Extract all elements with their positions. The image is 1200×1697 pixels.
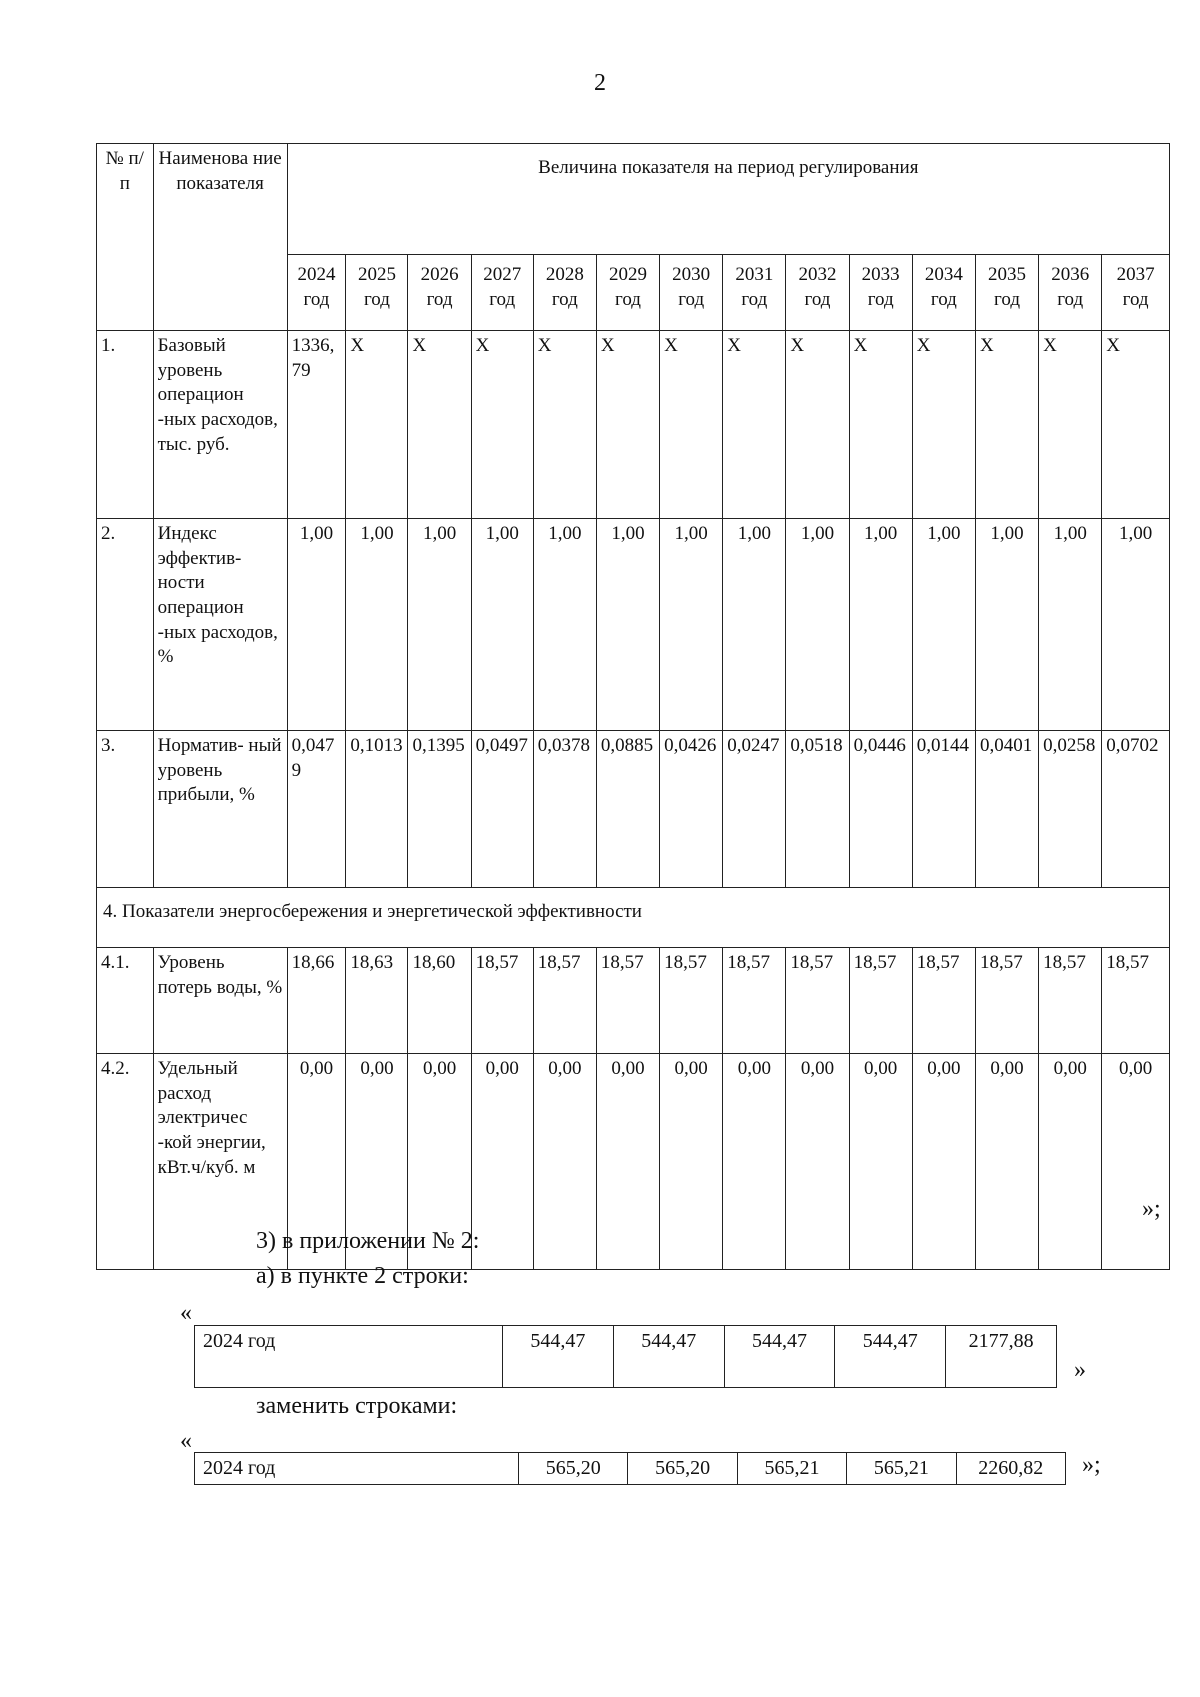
row-value: 0,1013 <box>346 731 408 888</box>
row-value: 1,00 <box>975 519 1038 731</box>
row-value: X <box>533 331 596 519</box>
paragraph-point: а) в пункте 2 строки: <box>256 1263 469 1289</box>
row-value: 0,0247 <box>723 731 786 888</box>
paragraph-replace: заменить строками: <box>256 1393 458 1419</box>
row-value: 565,21 <box>847 1453 956 1485</box>
row-value: 1,00 <box>533 519 596 731</box>
row-value: X <box>786 331 849 519</box>
row-value: 18,57 <box>786 948 849 1054</box>
row-value: 544,47 <box>503 1326 614 1388</box>
table-row <box>97 948 1170 1054</box>
row-value: 0,0885 <box>596 731 659 888</box>
header-num: № п/п <box>97 144 154 331</box>
row-value: 0,0426 <box>660 731 723 888</box>
row-value: X <box>912 331 975 519</box>
row-value: X <box>1039 331 1102 519</box>
header-year: 2033 год <box>849 255 912 331</box>
header-year: 2037 год <box>1102 255 1170 331</box>
row-value: 1,00 <box>660 519 723 731</box>
page-number: 2 <box>594 70 606 96</box>
row-name: Уровень потерь воды, % <box>153 948 287 1054</box>
row-value: 0,00 <box>975 1054 1038 1270</box>
new-row-table <box>194 1452 1066 1485</box>
row-value: 0,00 <box>786 1054 849 1270</box>
header-year: 2034 год <box>912 255 975 331</box>
close-quote-1: » <box>1074 1357 1086 1383</box>
new-row <box>195 1453 1066 1485</box>
row-value: 18,57 <box>723 948 786 1054</box>
row-value: 0,0401 <box>975 731 1038 888</box>
row-value: 0,00 <box>1102 1054 1170 1270</box>
row-value: 0,0144 <box>912 731 975 888</box>
row-value: 0,0378 <box>533 731 596 888</box>
row-value: X <box>723 331 786 519</box>
row-value: 544,47 <box>835 1326 946 1388</box>
row-value: 565,20 <box>628 1453 737 1485</box>
table-row <box>97 731 1170 888</box>
header-name: Наименова ние показателя <box>153 144 287 331</box>
row-value: X <box>408 331 471 519</box>
row-value: 0,0446 <box>849 731 912 888</box>
row-value: 1,00 <box>1102 519 1170 731</box>
row-value: 0,00 <box>471 1054 533 1270</box>
row-value: X <box>596 331 659 519</box>
paragraph-appendix: 3) в приложении № 2: <box>256 1228 480 1254</box>
row-value: 0,00 <box>533 1054 596 1270</box>
row-value: 0,00 <box>912 1054 975 1270</box>
row-value: 18,57 <box>660 948 723 1054</box>
row-value: 18,57 <box>533 948 596 1054</box>
row-value: 0,0702 <box>1102 731 1170 888</box>
header-year: 2027 год <box>471 255 533 331</box>
row-number: 3. <box>97 731 154 888</box>
row-value: X <box>849 331 912 519</box>
open-quote-1: « <box>180 1300 192 1326</box>
row-name: Базовый уровень операцион -ных расходов, тыс. руб. <box>153 331 287 519</box>
row-name: Индекс эффектив- ности операцион -ных расходов, % <box>153 519 287 731</box>
header-year: 2032 год <box>786 255 849 331</box>
header-year: 2024 год <box>287 255 346 331</box>
row-label: 2024 год <box>195 1453 519 1485</box>
row-value: 565,21 <box>737 1453 846 1485</box>
table-row <box>97 519 1170 731</box>
row-value: 0,00 <box>849 1054 912 1270</box>
row-label: 2024 год <box>195 1326 503 1388</box>
row-value: 1,00 <box>596 519 659 731</box>
row-value: 18,60 <box>408 948 471 1054</box>
row-value: 18,57 <box>912 948 975 1054</box>
row-value: 544,47 <box>724 1326 835 1388</box>
row-value: X <box>1102 331 1170 519</box>
open-quote-2: « <box>180 1428 192 1454</box>
row-value: 1,00 <box>287 519 346 731</box>
row-value: 0,0479 <box>287 731 346 888</box>
header-year: 2025 год <box>346 255 408 331</box>
header-year: 2035 год <box>975 255 1038 331</box>
row-value: 0,0497 <box>471 731 533 888</box>
row-value: 18,66 <box>287 948 346 1054</box>
row-value: 1,00 <box>849 519 912 731</box>
row-value: 0,00 <box>287 1054 346 1270</box>
old-row-table <box>194 1325 1057 1388</box>
header-value-group: Величина показателя на период регулирования <box>287 144 1169 255</box>
row-value: 1,00 <box>471 519 533 731</box>
header-row-1 <box>97 144 1170 255</box>
section-row <box>97 888 1170 948</box>
row-value: 1,00 <box>408 519 471 731</box>
row-value: 0,0518 <box>786 731 849 888</box>
close-quote-2: »; <box>1082 1452 1101 1478</box>
indicators-table <box>96 143 1170 1270</box>
row-number: 4.1. <box>97 948 154 1054</box>
row-value: 1,00 <box>1039 519 1102 731</box>
header-year: 2031 год <box>723 255 786 331</box>
row-value: 544,47 <box>613 1326 724 1388</box>
row-value: 1,00 <box>912 519 975 731</box>
row-value: 18,57 <box>849 948 912 1054</box>
section-title: 4. Показатели энергосбережения и энергетической эффективности <box>97 888 1170 948</box>
row-value: 0,00 <box>596 1054 659 1270</box>
row-value: 0,00 <box>723 1054 786 1270</box>
header-year: 2029 год <box>596 255 659 331</box>
row-value: 18,57 <box>1102 948 1170 1054</box>
row-value: 1336,79 <box>287 331 346 519</box>
closing-quote: »; <box>1142 1196 1161 1222</box>
header-year: 2036 год <box>1039 255 1102 331</box>
header-year: 2030 год <box>660 255 723 331</box>
row-value: 1,00 <box>723 519 786 731</box>
row-value: 0,0258 <box>1039 731 1102 888</box>
table-row <box>97 331 1170 519</box>
row-value: X <box>975 331 1038 519</box>
row-number: 4.2. <box>97 1054 154 1270</box>
row-value: X <box>660 331 723 519</box>
row-number: 2. <box>97 519 154 731</box>
old-row <box>195 1326 1057 1388</box>
row-value: 1,00 <box>346 519 408 731</box>
row-name: Удельный расход электричес -кой энергии, кВт.ч/куб. м <box>153 1054 287 1270</box>
row-value: 18,63 <box>346 948 408 1054</box>
header-year: 2028 год <box>533 255 596 331</box>
row-value: 18,57 <box>596 948 659 1054</box>
row-value: 2260,82 <box>956 1453 1065 1485</box>
row-value: 1,00 <box>786 519 849 731</box>
row-value: 0,00 <box>346 1054 408 1270</box>
row-number: 1. <box>97 331 154 519</box>
row-value: 2177,88 <box>946 1326 1057 1388</box>
row-value: X <box>471 331 533 519</box>
header-year: 2026 год <box>408 255 471 331</box>
row-value: 0,00 <box>1039 1054 1102 1270</box>
row-value: 18,57 <box>975 948 1038 1054</box>
row-value: 0,1395 <box>408 731 471 888</box>
row-value: 0,00 <box>660 1054 723 1270</box>
row-value: 565,20 <box>519 1453 628 1485</box>
row-name: Норматив- ный уровень прибыли, % <box>153 731 287 888</box>
row-value: 0,00 <box>408 1054 471 1270</box>
row-value: 18,57 <box>1039 948 1102 1054</box>
row-value: X <box>346 331 408 519</box>
row-value: 18,57 <box>471 948 533 1054</box>
